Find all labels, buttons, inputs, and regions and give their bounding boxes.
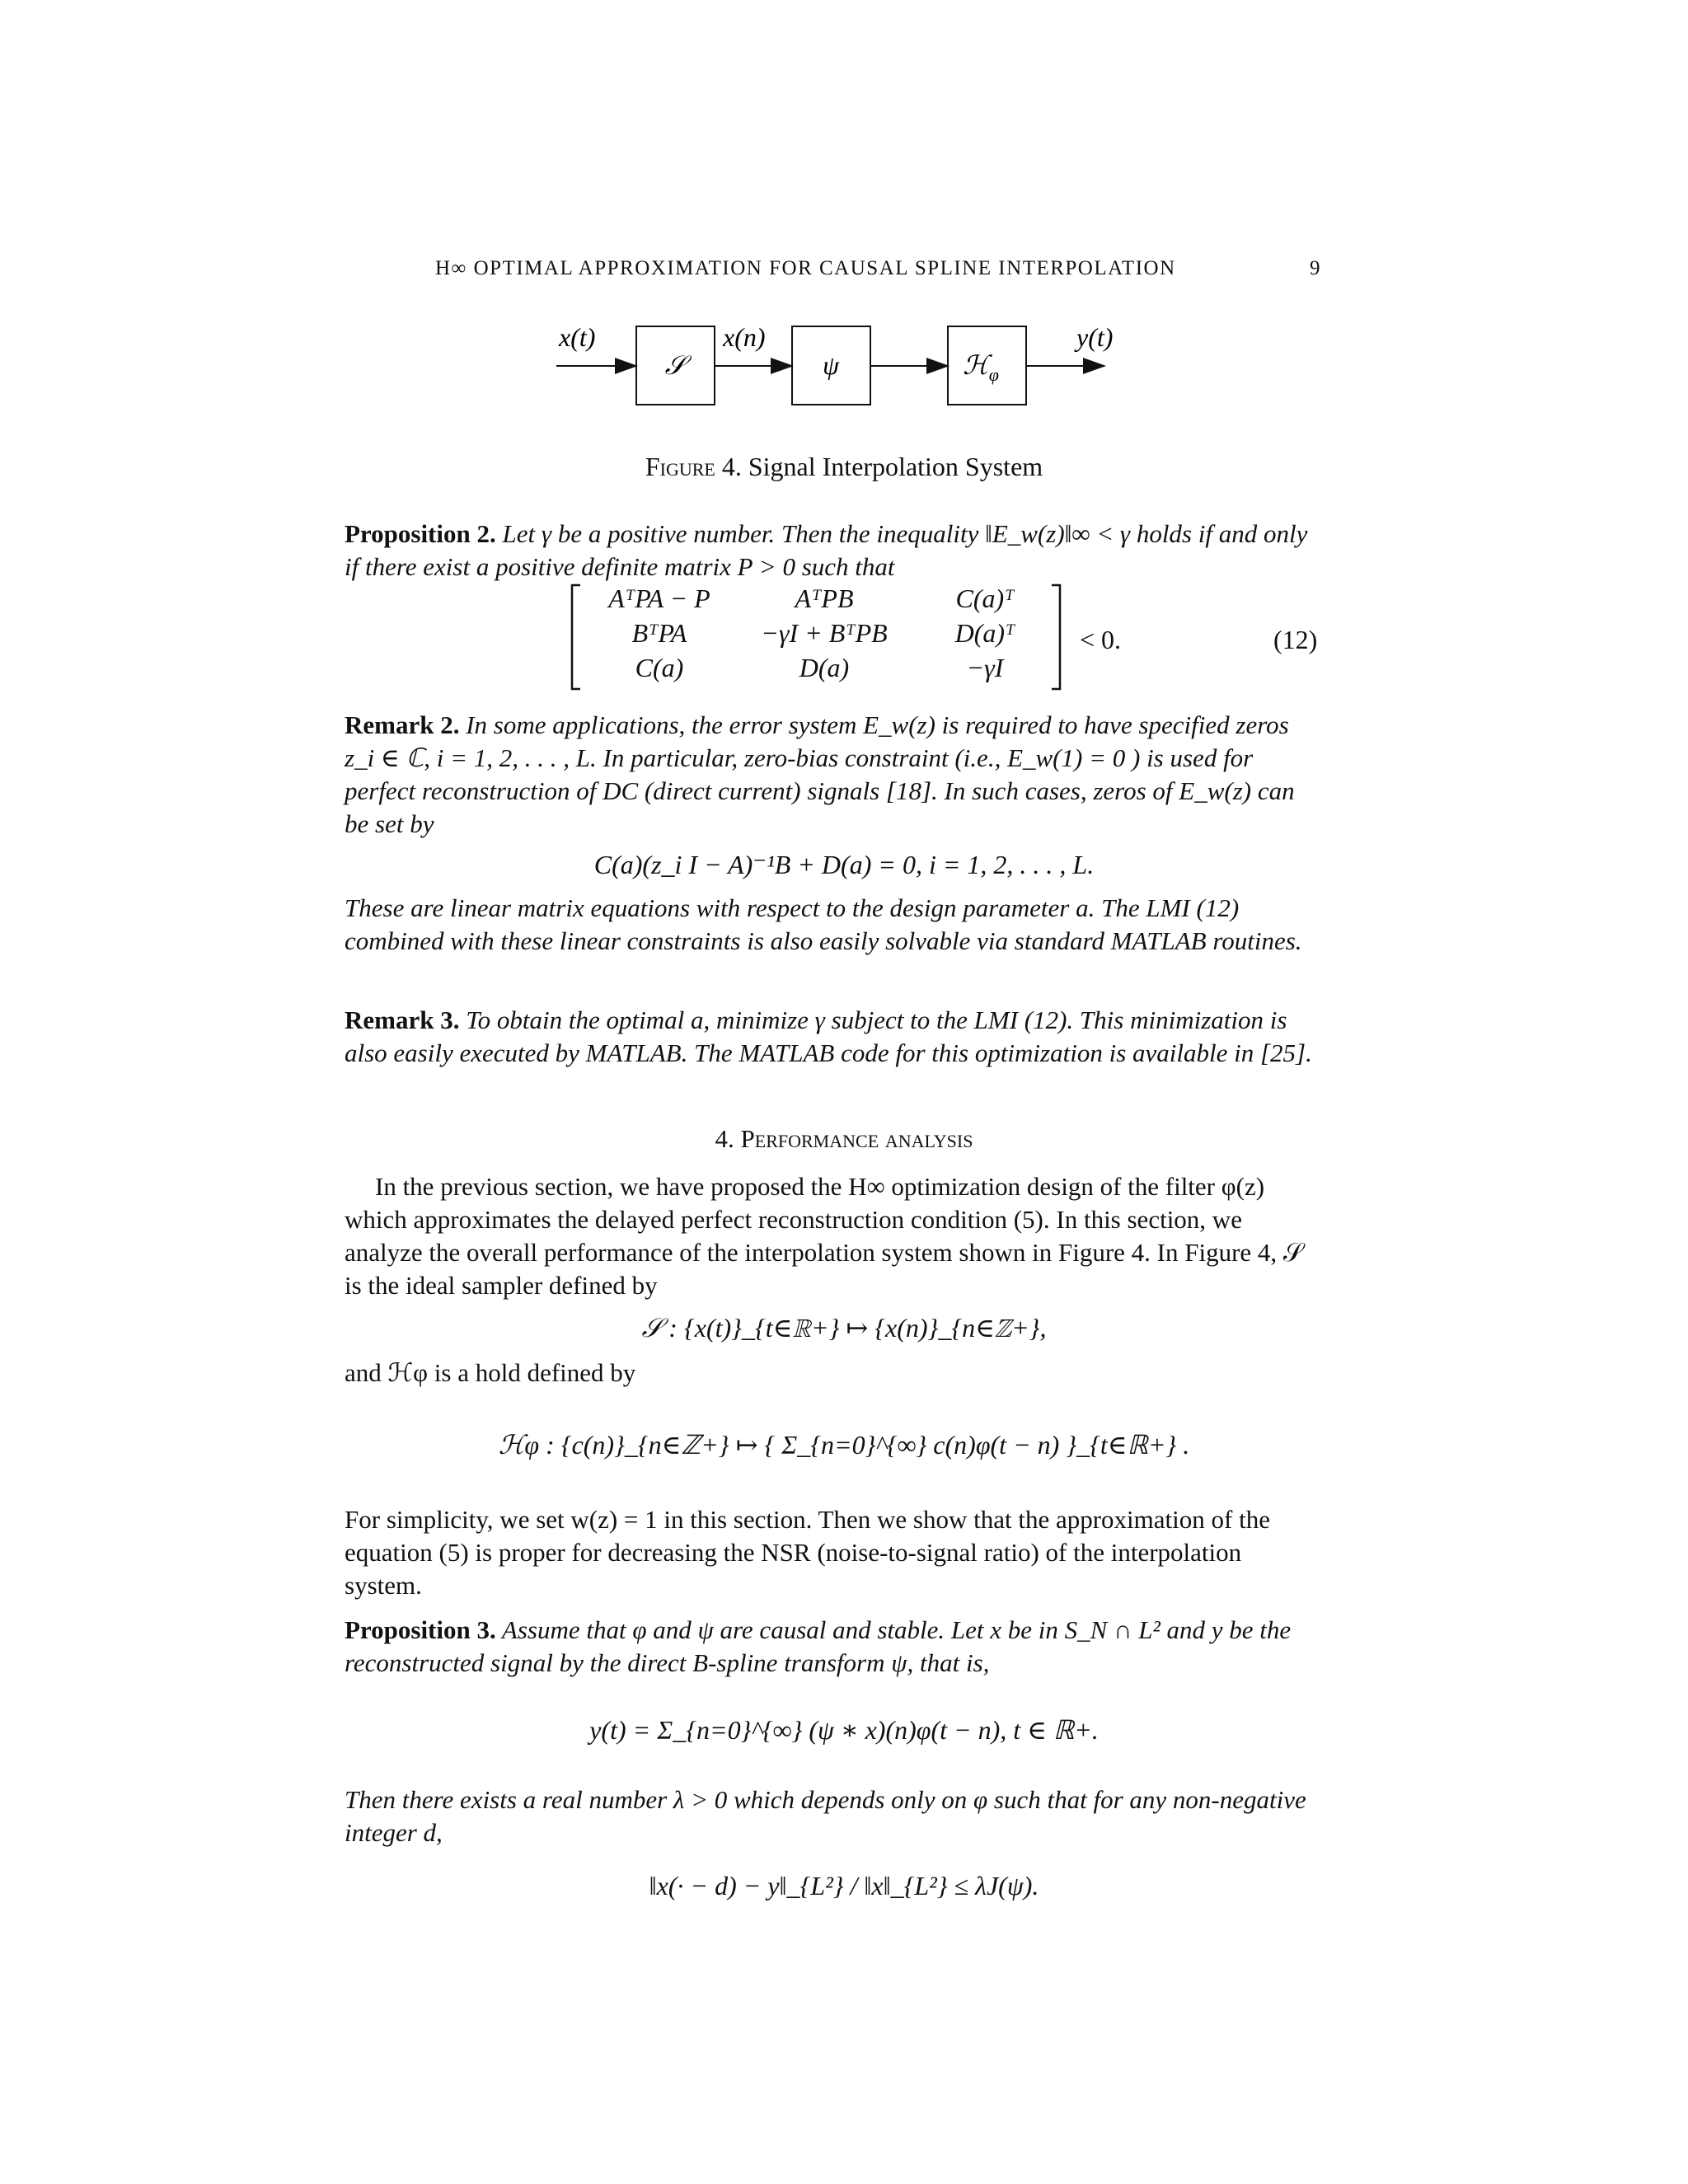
- proposition-2: [345, 518, 1321, 583]
- prop2-text: Let γ be a positive number. Then the inequality ‖E_w(z)‖∞ < γ holds if and only if there exist a positive definite matrix P > 0 such that: [345, 519, 1308, 581]
- m-1-2: D(a)ᵀ: [954, 618, 1015, 648]
- section4-paragraph-2: For simplicity, we set w(z) = 1 in this section. Then we show that the approximation of the equation (5) is proper for decreasing the NSR (noise-to-signal ratio) of the interpolation system.: [345, 1505, 1270, 1600]
- lmi-relation: < 0.: [1080, 625, 1122, 654]
- figure-caption: Figure 4. Signal Interpolation System: [645, 452, 1043, 481]
- section-heading: [0, 1124, 1688, 1154]
- proposition-3: [345, 1614, 1321, 1680]
- page-number: 9: [1310, 257, 1321, 279]
- prop3-after: Then there exists a real number λ > 0 which depends only on φ such that for any non-negative integer d,: [345, 1785, 1306, 1847]
- hold-intro: and ℋφ is a hold defined by: [345, 1358, 636, 1387]
- m-1-0: BᵀPA: [631, 618, 687, 648]
- remark2-text: In some applications, the error system E_w(z) is required to have specified zeros z_i ∈ ℂ, i = 1, 2, . . . , L. In particular, zero-bias constraint (i.e., E_w(1) = 0 ) is used for perfect reconstruction of DC (direct current) signals [18]. In such cases, zeros of E_w(z) can be set by: [345, 710, 1295, 838]
- sampler-label: 𝒮: [664, 350, 686, 380]
- prop3-text: Assume that φ and ψ are causal and stable. Let x be in S_N ∩ L² and y be the reconstructed signal by the direct B-spline transform ψ, that is,: [345, 1615, 1292, 1677]
- remark-3: [345, 1004, 1321, 1070]
- m-2-1: D(a): [799, 653, 850, 682]
- m-0-2: C(a)ᵀ: [955, 583, 1015, 613]
- hold-equation: ℋφ : {c(n)}_{n∈ℤ+} ↦ { Σ_{n=0}^{∞} c(n)φ(t − n) }_{t∈ℝ+} .: [498, 1430, 1190, 1460]
- remark2-heading: Remark 2.: [345, 710, 460, 739]
- running-header: [435, 257, 1321, 280]
- sampler-equation: 𝒮 : {x(t)}_{t∈ℝ+} ↦ {x(n)}_{n∈ℤ+},: [641, 1313, 1047, 1343]
- prop2-heading: Proposition 2.: [345, 519, 496, 548]
- lmi-matrix: [569, 583, 1063, 691]
- m-2-2: −γI: [966, 653, 1004, 682]
- remark2-after: These are linear matrix equations with respect to the design parameter a. The LMI (12) combined with these linear constraints is also easily solvable via standard MATLAB routines.: [345, 893, 1302, 955]
- section-number: 4.: [715, 1124, 734, 1153]
- m-0-1: AᵀPB: [795, 583, 854, 613]
- output-label: y(t): [1076, 322, 1114, 352]
- hold-label: ℋ$_\varphi$: [963, 350, 999, 385]
- m-0-0: AᵀPA − P: [608, 583, 710, 613]
- hold-subscript: φ: [988, 364, 999, 385]
- section4-paragraph-1: In the previous section, we have proposed the H∞ optimization design of the filter φ(z) which approximates the delayed perfect reconstruction condition (5). In this section, we analyze the overall performance of the interpolation system shown in Figure 4. In Figure 4, 𝒮 is the ideal sampler defined by: [345, 1172, 1303, 1300]
- mid-label: x(n): [723, 322, 766, 352]
- m-1-1: −γI + BᵀPB: [761, 618, 888, 648]
- eq-number-12: (12): [1273, 625, 1318, 654]
- signal-interpolation-diagram: [0, 313, 1688, 412]
- running-title: H∞ OPTIMAL APPROXIMATION FOR CAUSAL SPLINE INTERPOLATION: [435, 257, 1176, 279]
- zero-constraint-equation: C(a)(z_i I − A)⁻¹B + D(a) = 0, i = 1, 2, . . . , L.: [593, 850, 1095, 879]
- reconstruction-equation: y(t) = Σ_{n=0}^{∞} (ψ ∗ x)(n)φ(t − n), t ∈ ℝ+.: [589, 1715, 1099, 1745]
- input-label: x(t): [559, 322, 596, 352]
- m-2-0: C(a): [635, 653, 684, 682]
- nsr-bound-equation: ‖x(· − d) − y‖_{L²} / ‖x‖_{L²} ≤ λJ(ψ).: [649, 1871, 1039, 1900]
- remark3-text: To obtain the optimal a, minimize γ subject to the LMI (12). This minimization is also easily executed by MATLAB. The MATLAB code for this optimization is available in [25].: [345, 1005, 1312, 1067]
- section-title: Performance analysis: [740, 1124, 973, 1153]
- remark-2: [345, 709, 1321, 841]
- remark3-heading: Remark 3.: [345, 1005, 460, 1034]
- prop3-heading: Proposition 3.: [345, 1615, 496, 1644]
- psi-label: ψ: [823, 350, 839, 380]
